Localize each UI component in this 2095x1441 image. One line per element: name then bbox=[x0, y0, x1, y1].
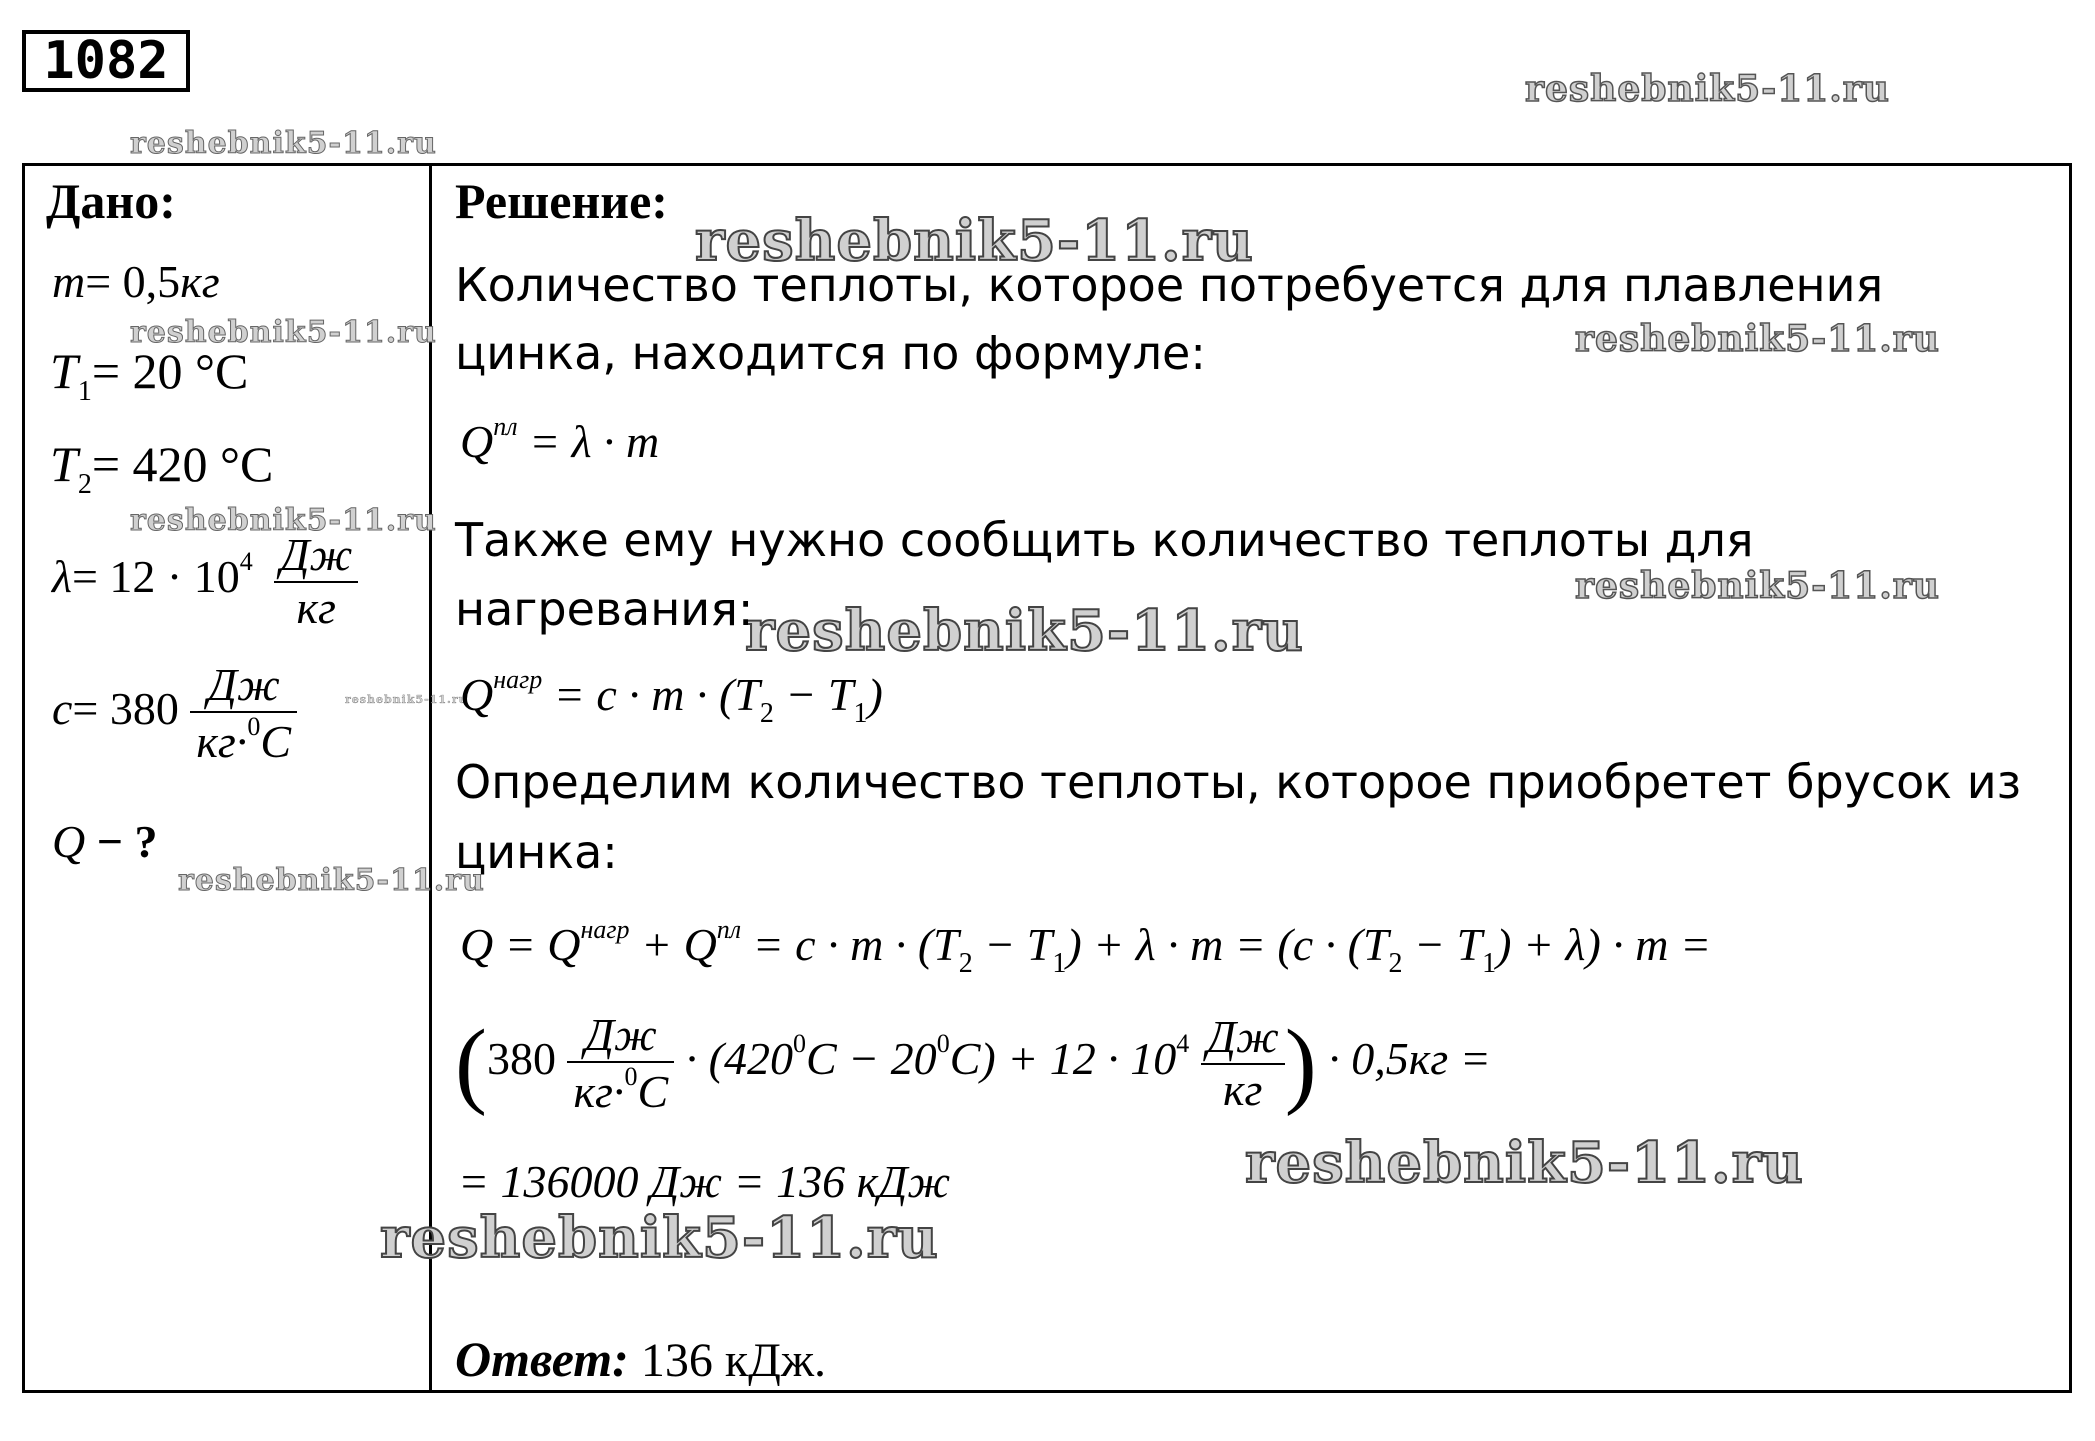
para2-line2: нагревания: bbox=[455, 582, 754, 636]
formula-total: $Q = Q^{нагр} + Q^{пл} = c \cdot m \cdot (T_2 - T_1) + \lambda \cdot m = (c \cdot (T_2 - T_1) + \lambda) \cdot m$ = bbox=[460, 915, 1712, 979]
given-find: Q − ? bbox=[52, 816, 158, 867]
watermark-para2: reshebnik5-11.ru bbox=[1575, 565, 1940, 607]
answer-value: 136 кДж. bbox=[628, 1334, 827, 1387]
para3-line2: цинка: bbox=[455, 825, 618, 879]
watermark-given-1: reshebnik5-11.ru bbox=[130, 315, 437, 350]
watermark-given-2: reshebnik5-11.ru bbox=[130, 503, 437, 538]
watermark-solution-header: reshebnik5-11.ru bbox=[695, 208, 1254, 274]
given-lambda: $\lambda= 12 \cdot 10^4$ $\frac{Дж}{кг}$ bbox=[52, 530, 358, 633]
formula-substitution: (380 $\frac{Дж}{кг\cdot^0C}$ · $(420^0C - 20^0C) + 12 \cdot 10^4$ $\frac{Дж}{кг}$ ) · 0,5кг = bbox=[455, 1009, 1491, 1117]
watermark-heating: reshebnik5-11.ru bbox=[745, 598, 1304, 664]
watermark-result: reshebnik5-11.ru bbox=[1245, 1130, 1804, 1196]
given-specific-heat: c= 380 $\frac{Дж}{кг\cdot^0С}$ bbox=[52, 660, 297, 767]
formula-result: = 136000 Дж = 136 кДж bbox=[458, 1156, 951, 1207]
answer-label: Ответ: bbox=[455, 1331, 629, 1387]
para3-line1: Определим количество теплоты, которое приобретет брусок из bbox=[455, 755, 2022, 809]
answer bbox=[455, 1330, 826, 1388]
para1-line1: Количество теплоты, которое потребуется для плавления bbox=[455, 258, 1884, 312]
para2-line1: Также ему нужно сообщить количество теплоты для bbox=[455, 513, 1754, 567]
solution-header: Решение: bbox=[455, 173, 668, 229]
watermark-para1: reshebnik5-11.ru bbox=[1575, 318, 1940, 360]
watermark-top-left: reshebnik5-11.ru bbox=[130, 126, 437, 161]
watermark-bottom: reshebnik5-11.ru bbox=[380, 1205, 939, 1271]
given-t1: $T_1= 20$ °С bbox=[50, 343, 249, 407]
watermark-tiny: reshebnik5-11.ru bbox=[345, 693, 468, 706]
formula-melting: $Q^{пл} = \lambda \cdot m$ bbox=[460, 412, 660, 467]
para1-line2: цинка, находится по формуле: bbox=[455, 326, 1206, 380]
problem-number: 1082 bbox=[22, 30, 190, 92]
watermark-given-3: reshebnik5-11.ru bbox=[178, 863, 485, 898]
given-header: Дано: bbox=[46, 173, 176, 229]
watermark-top-right: reshebnik5-11.ru bbox=[1525, 68, 1890, 110]
given-t2: $T_2= 420$ °С bbox=[50, 436, 274, 500]
given-mass: m= 0,5кг bbox=[52, 256, 220, 307]
formula-heating: $Q^{нагр} = c \cdot m \cdot (T_2 - T_1)$ bbox=[460, 665, 883, 729]
